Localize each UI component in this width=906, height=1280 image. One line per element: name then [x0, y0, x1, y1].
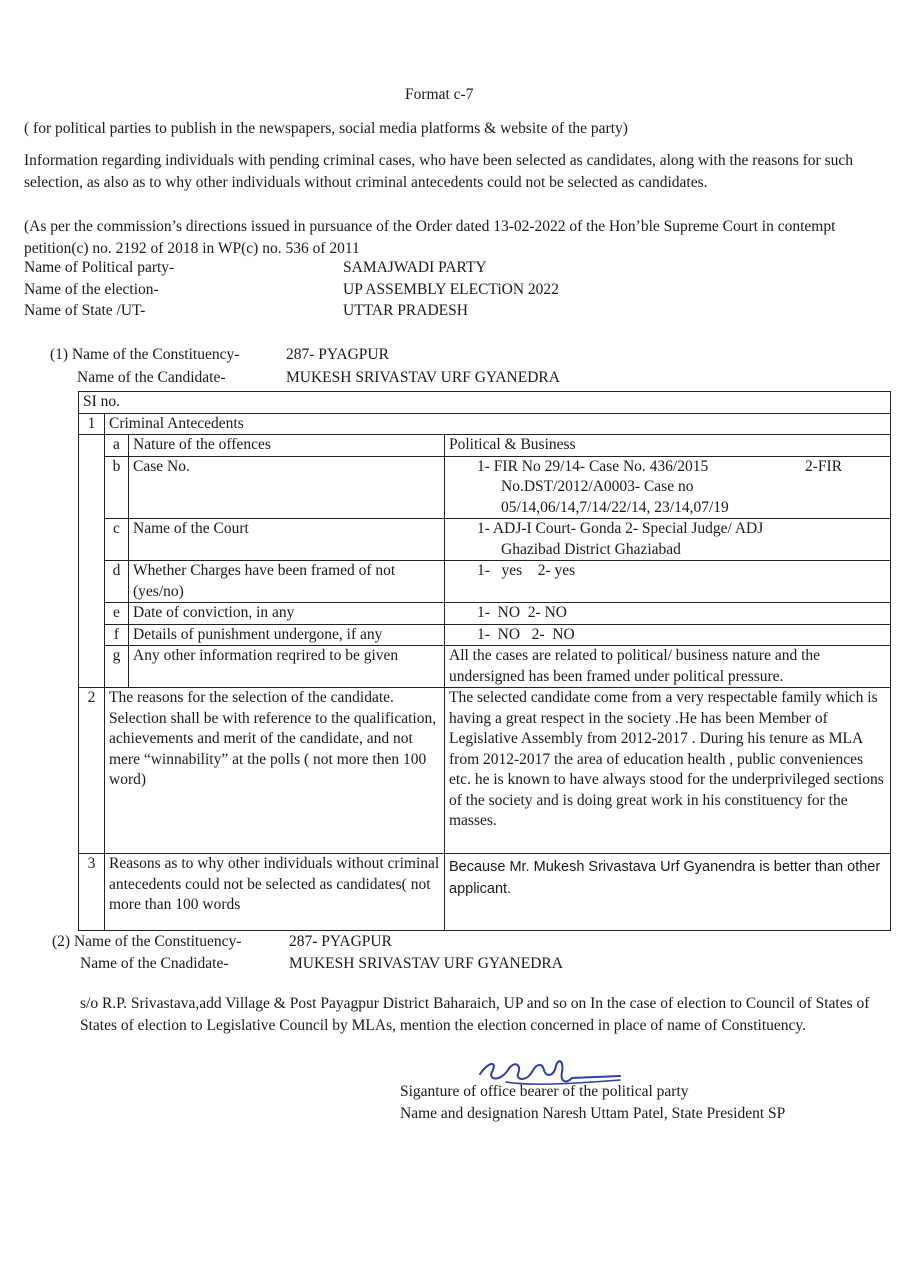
row-label: Reasons as to why other individuals without criminal antecedents could not be selected as candidates( not more than 100 words	[105, 854, 445, 931]
format-title: Format c-7	[405, 86, 474, 103]
conviction-value: 1- NO 2- NO	[477, 604, 567, 621]
row-letter: c	[105, 519, 129, 561]
row-label: Whether Charges have been framed of not (yes/no)	[129, 561, 445, 603]
case-no-line-1: 1- FIR No 29/14- Case No. 436/2015	[477, 457, 709, 475]
section1-candidate-label: Name of the Candidate-	[77, 369, 226, 386]
state-value: UTTAR PRADESH	[343, 302, 468, 319]
row-label: Name of the Court	[129, 519, 445, 561]
row-letter: e	[105, 603, 129, 625]
table-row	[79, 603, 891, 625]
row-value	[445, 561, 891, 603]
table-row	[79, 624, 891, 646]
section1-constituency-label: (1) Name of the Constituency-	[50, 346, 240, 363]
section2-constituency-label: (2) Name of the Constituency-	[52, 933, 242, 950]
table-row	[79, 646, 891, 688]
case-no-line-2: No.DST/2012/A0003- Case no	[501, 478, 694, 495]
section2-constituency-value: 287- PYAGPUR	[289, 933, 392, 950]
row-value	[445, 456, 891, 519]
punishment-value: 1- NO 2- NO	[477, 625, 575, 643]
row-value	[445, 624, 891, 646]
row-value: Political & Business	[445, 435, 891, 457]
row-label: Case No.	[129, 456, 445, 519]
row-label: Details of punishment undergone, if any	[129, 624, 445, 646]
election-value: UP ASSEMBLY ELECTiON 2022	[343, 281, 559, 298]
antecedents-table	[78, 391, 891, 931]
address-paragraph: s/o R.P. Srivastava,add Village & Post Payagpur District Baharaich, UP and so on In the case of election to Council of States of States of election to Legislative Council by MLAs, mention the election concerned in place of name of Constituency.	[80, 995, 870, 1034]
table-row	[79, 688, 891, 854]
section2-candidate-value: MUKESH SRIVASTAV URF GYANEDRA	[289, 955, 563, 972]
case-no-line-1b: 2-FIR	[805, 457, 843, 475]
designation-line: Name and designation Naresh Uttam Patel, State President SP	[400, 1105, 786, 1122]
row-label: Nature of the offences	[129, 435, 445, 457]
row-value: Because Mr. Mukesh Srivastava Urf Gyanendra is better than other applicant.	[445, 854, 891, 931]
row-letter: d	[105, 561, 129, 603]
row-spacer	[79, 435, 105, 688]
row-letter: b	[105, 456, 129, 519]
court-line-1: 1- ADJ-I Court- Gonda 2- Special Judge/ ADJ	[477, 520, 764, 537]
sl-no-header: SI no.	[79, 392, 891, 414]
election-label: Name of the election-	[24, 281, 159, 298]
row-number: 3	[79, 854, 105, 931]
table-row	[79, 413, 891, 435]
directions-paragraph: (As per the commission’s directions issued in pursuance of the Order dated 13-02-2022 of the Hon’ble Supreme Court in contempt petition(c) no. 2192 of 2018 in WP(c) no. 536 of 2011	[24, 218, 836, 257]
section2-candidate-label: Name of the Cnadidate-	[80, 955, 229, 972]
row-value: The selected candidate come from a very respectable family which is having a great respect in the society .He has been Member of Legislative Assembly from 2012-2017 . During his tenure as MLA from 2012-2017 the area of education health , public conveniences etc. he is known to have always stood for the underprivileged sections of the society and is doing great work in his constituency for the masses.	[445, 688, 891, 854]
info-paragraph: Information regarding individuals with pending criminal cases, who have been selected as candidates, along with the reasons for such selection, as also as to why other individuals without criminal antecedents could not be selected as candidates.	[24, 152, 854, 191]
party-label: Name of Political party-	[24, 259, 175, 276]
row-title: Criminal Antecedents	[105, 413, 891, 435]
case-no-line-3: 05/14,06/14,7/14/22/14, 23/14,07/19	[501, 498, 729, 516]
row-label: Any other information reqrired to be given	[129, 646, 445, 688]
table-header-row	[79, 392, 891, 414]
table-row	[79, 435, 891, 457]
table-row	[79, 561, 891, 603]
section1-constituency-value: 287- PYAGPUR	[286, 346, 389, 363]
table-row	[79, 456, 891, 519]
row-value	[445, 603, 891, 625]
state-label: Name of State /UT-	[24, 302, 146, 319]
party-value: SAMAJWADI PARTY	[343, 259, 487, 276]
section1-candidate-value: MUKESH SRIVASTAV URF GYANEDRA	[286, 369, 560, 386]
row-value: All the cases are related to political/ business nature and the undersigned has been framed under political pressure.	[445, 646, 891, 688]
row-label: The reasons for the selection of the candidate. Selection shall be with reference to the qualification, achievements and merit of the candidate, and not mere “winnability” at the polls ( not more then 100 word)	[105, 688, 445, 854]
charges-value: 1- yes 2- yes	[477, 562, 576, 579]
row-value	[445, 519, 891, 561]
row-number: 2	[79, 688, 105, 854]
subtitle: ( for political parties to publish in the newspapers, social media platforms & website of the party)	[24, 120, 628, 137]
row-letter: a	[105, 435, 129, 457]
signature-line: Siganture of office bearer of the political party	[400, 1083, 689, 1100]
row-number: 1	[79, 413, 105, 435]
table-row	[79, 854, 891, 931]
row-letter: g	[105, 646, 129, 688]
row-label: Date of conviction, in any	[129, 603, 445, 625]
row-letter: f	[105, 624, 129, 646]
court-line-2: Ghazibad District Ghaziabad	[501, 540, 681, 558]
table-row	[79, 519, 891, 561]
